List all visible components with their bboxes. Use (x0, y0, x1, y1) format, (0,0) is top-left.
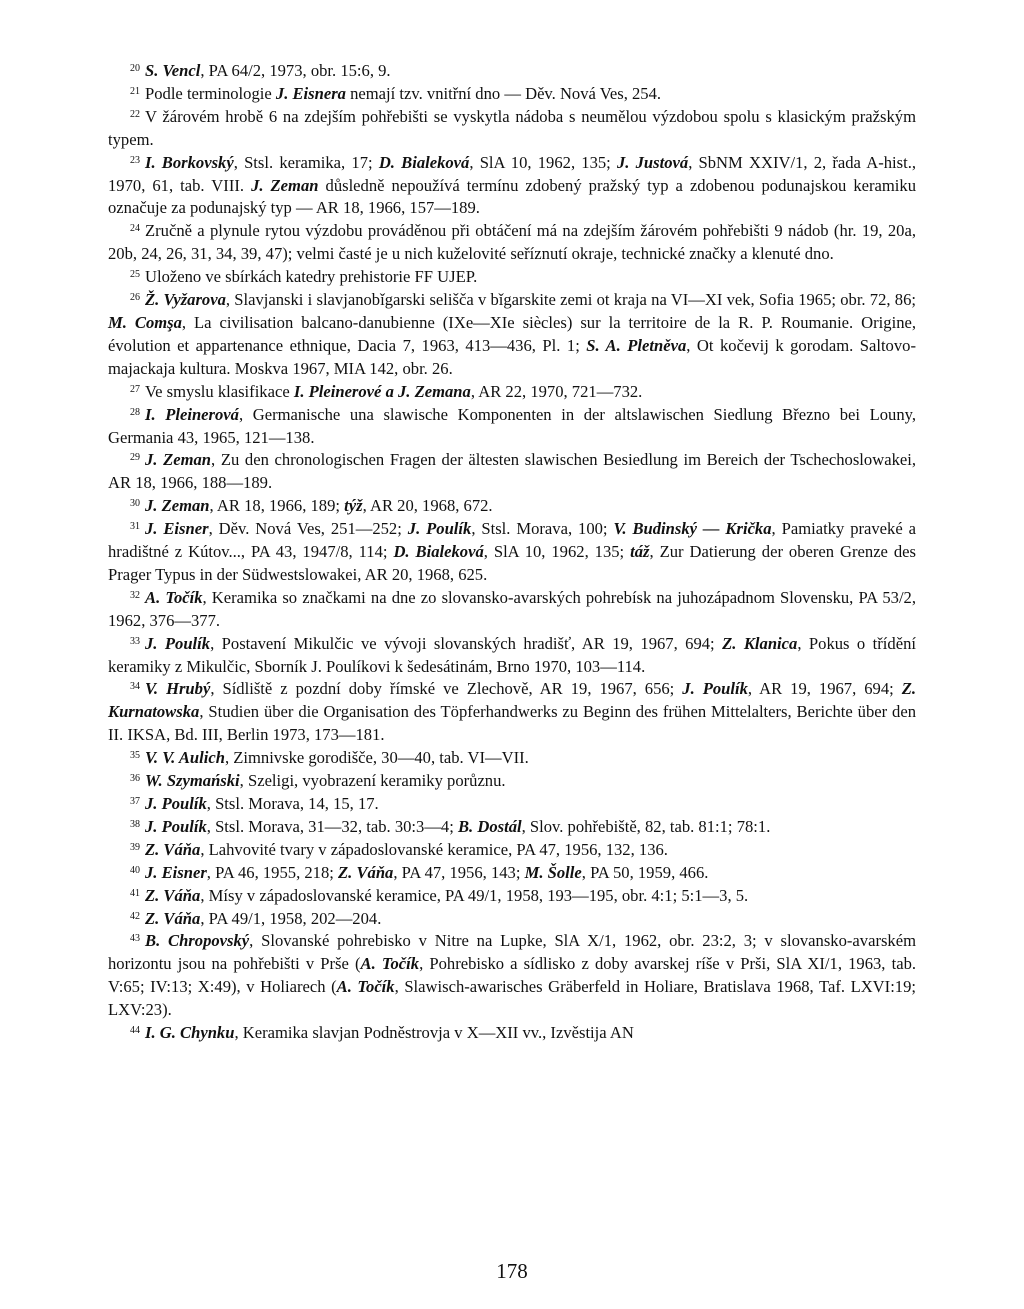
author-name: W. Szymański (145, 771, 240, 791)
author-name: S. Vencl (145, 61, 201, 80)
footnote-number: 38 (130, 818, 140, 830)
footnote-text: , Postavení Mikulčic ve vývoji slovanských hradišť, AR 19, 1967, 694; (210, 633, 723, 653)
footnote-text: , Ot kočevij k gorodam. Saltovo-majackaja kultura. Moskva 1967, MIA 142, obr. 26. (108, 335, 916, 378)
footnote-text: , PA 49/1, 1958, 202—204. (200, 908, 382, 928)
author-name: J. Zeman (145, 496, 210, 516)
author-name: M. Šolle (524, 862, 582, 882)
author-name: Z. Váňa (145, 908, 201, 928)
footnote-text: , Slovanské pohrebisko v Nitre na Lupke, SlA X/1, 1962, obr. 23:2, 3; v slovansko-avarském horizontu jsou na pohřebišti v Prše ( (108, 931, 916, 974)
footnote-text: , PA 64/2, 1973, obr. 15:6, 9. (200, 61, 391, 80)
footnote (108, 839, 916, 862)
footnote-text: , AR 22, 1970, 721—732. (470, 381, 643, 401)
footnote-number: 30 (130, 498, 140, 510)
footnote-number: 20 (130, 63, 140, 74)
author-name: Z. Váňa (338, 862, 394, 882)
footnote-text: , Sídliště z pozdní doby římské ve Zlechově, AR 19, 1967, 656; (210, 679, 683, 699)
footnote (108, 678, 916, 747)
footnote (108, 1022, 916, 1045)
footnote-text: , Děv. Nová Ves, 251—252; (208, 519, 408, 539)
footnote-text: , Pohrebisko a sídlisko z doby avarskej ríše v Prši, SlA XI/1, 1963, tab. V:65; IV:13; X:49), v Holiarech ( (108, 954, 917, 997)
footnote (108, 266, 916, 289)
author-name: I. Pleinerová (145, 404, 239, 424)
footnote-number: 42 (130, 910, 140, 922)
author-name: I. Pleinerové a J. Zemana (293, 381, 471, 401)
author-name: J. Zeman (251, 175, 319, 195)
footnote-text: Zručně a plynule rytou výzdobu prováděnou při obtáčení má na zdejším žárovém pohřebišti 9 nádob (hr. 19, 20a, 20b, 24, 26, 31, 34, 39, 47); velmi časté je u nich kuželovité seříznutí okraje, technické značky a klenuté dno. (108, 221, 916, 264)
author-name: V. Hrubý (145, 679, 211, 699)
footnote-text: , Szeligi, vyobrazení keramiky porůznu. (239, 771, 506, 791)
author-name: A. Točík (145, 587, 203, 607)
author-name: J. Poulík (407, 519, 472, 539)
footnote-text: , Zimnivske gorodišče, 30—40, tab. VI—VII. (224, 748, 529, 768)
footnote-text: , AR 18, 1966, 189; (209, 496, 345, 516)
footnote-text: nemají tzv. vnitřní dno — Děv. Nová Ves, 254. (345, 83, 662, 103)
footnote (108, 106, 916, 152)
author-name: V. Budinský — Krička (613, 519, 772, 539)
footnote-number: 33 (130, 635, 140, 647)
footnote-number: 27 (130, 383, 140, 395)
author-name: J. Poulík (145, 816, 207, 836)
footnote-number: 31 (130, 521, 140, 533)
footnote (108, 518, 916, 587)
author-name: Z. Váňa (145, 839, 201, 859)
footnote-number: 39 (130, 841, 140, 853)
footnote-text: Podle terminologie (145, 83, 276, 103)
footnote-text: , Zur Datierung der oberen Grenze des Prager Typus in der Südwestslowakei, AR 20, 1968, 625. (108, 542, 916, 584)
footnote-number: 43 (130, 933, 140, 945)
footnote-number: 23 (130, 154, 140, 166)
footnote (108, 60, 916, 83)
author-name: M. Comşa (108, 312, 182, 332)
author-name: J. Justová (616, 152, 689, 172)
author-name: A. Točík (336, 977, 395, 997)
footnote (108, 220, 916, 266)
footnote-text: , Stsl. Morava, 100; (471, 519, 614, 539)
footnote-text: , Lahvovité tvary v západoslovanské keramice, PA 47, 1956, 132, 136. (200, 839, 668, 859)
author-name: J. Eisner (145, 519, 209, 539)
footnote-text: , SbNM XXIV/1, 2, řada A-hist., 1970, 61, tab. VIII. (108, 152, 916, 195)
author-name: A. Točík (360, 954, 420, 974)
author-name: týž (344, 496, 363, 516)
author-name: B. Chropovský (145, 931, 250, 951)
footnote-number: 34 (130, 681, 140, 693)
footnote-text: , Slavjanski i slavjanobǐgarski selišča v bǐgarskite zemi ot kraja na VI—XI vek, Sofia 1965; obr. 72, 86; (225, 290, 916, 310)
author-name: I. Borkovský (145, 152, 234, 172)
footnote-text: , Pokus o třídění keramiky z Mikulčic, Sborník J. Poulíkovi k šedesátinám, Brno 1970, 103—114. (108, 633, 916, 676)
footnote-text: , Slov. pohřebiště, 82, tab. 81:1; 78:1. (521, 816, 771, 836)
footnote-text: , Stsl. keramika, 17; (233, 152, 379, 172)
footnote-text: , AR 20, 1968, 672. (362, 496, 493, 516)
author-name: D. Bialeková (393, 542, 484, 562)
author-name: J. Eisner (145, 862, 207, 882)
footnote-number: 41 (130, 887, 140, 899)
author-name: I. G. Chynku (145, 1023, 235, 1043)
footnote (108, 862, 916, 885)
footnote (108, 587, 916, 633)
footnote-text: , Keramika slavjan Podněstrovja v X—XII vv., Izvěstija AN (234, 1023, 634, 1043)
footnote-text: V žárovém hrobě 6 na zdejším pohřebišti se vyskytla nádoba s neumělou výzdobou spolu s klasickým pražským typem. (108, 106, 916, 149)
footnotes-list (108, 60, 916, 1045)
footnote-number: 28 (130, 406, 140, 418)
footnote-text: , La civilisation balcano-danubienne (IXe—XIe siècles) sur la territoire de la R. P. Roumanie. Origine, évolution et appartenance ethnique, Dacia 7, 1963, 413—436, Pl. 1; (108, 312, 916, 355)
footnote-number: 44 (130, 1025, 140, 1037)
footnote-number: 36 (130, 773, 140, 785)
footnote-text: , PA 47, 1956, 143; (393, 862, 525, 882)
footnote-text: , Mísy v západoslovanské keramice, PA 49/1, 1958, 193—195, obr. 4:1; 5:1—3, 5. (200, 885, 749, 905)
footnote (108, 152, 916, 221)
author-name: Z. Kurnatowska (108, 679, 917, 722)
author-name: J. Poulík (145, 794, 207, 813)
footnote-number: 24 (130, 223, 140, 235)
footnote-text: , Stsl. Morava, 31—32, tab. 30:3—4; (206, 816, 458, 836)
footnote-text: Uloženo ve sbírkách katedry prehistorie FF UJEP. (145, 267, 478, 287)
footnote-text: , Slawisch-awarisches Gräberfeld in Holiare, Bratislava 1968, Taf. LXVI:19; LXV:23). (108, 977, 917, 1020)
footnote (108, 289, 916, 381)
footnote (108, 908, 916, 931)
footnote-text: , Studien über die Organisation des Töpferhandwerks zu Beginn des frühen Mittelalters, Berichte über den II. IKSA, Bd. III, Berlin 1973, 173—181. (108, 702, 916, 745)
footnote-text: , Stsl. Morava, 14, 15, 17. (206, 794, 379, 813)
footnote (108, 930, 916, 1022)
footnote-number: 37 (130, 796, 140, 807)
page-number: 178 (496, 1259, 528, 1283)
footnote-text: , SlA 10, 1962, 135; (469, 152, 617, 172)
author-name: B. Dostál (457, 816, 522, 836)
footnote-number: 29 (130, 452, 140, 464)
author-name: Ž. Vyžarova (145, 290, 226, 310)
footnote (108, 793, 916, 816)
footnote-text: Ve smyslu klasifikace (145, 381, 294, 401)
footnote (108, 381, 916, 404)
footnote (108, 83, 916, 106)
footnote (108, 495, 916, 518)
footnote (108, 747, 916, 770)
footnote-text: , Keramika so značkami na dne zo slovansko-avarských pohrebísk na juhozápadnom Slovensku, PA 53/2, 1962, 376—377. (108, 587, 916, 630)
footnote-text: , PA 50, 1959, 466. (581, 862, 709, 882)
footnote-number: 40 (130, 864, 140, 876)
footnote-text: důsledně nepoužívá termínu zdobený pražský typ a zdobenou podunajskou keramiku označuje za podunajský typ — AR 18, 1966, 157—189. (108, 175, 916, 218)
footnote-text: , Zu den chronologischen Fragen der ältesten slawischen Besiedlung im Bereich der Tschechoslowakei, AR 18, 1966, 188—189. (108, 450, 916, 493)
author-name: J. Zeman (145, 450, 212, 470)
author-name: S. A. Pletněva (586, 335, 687, 355)
author-name: Z. Klanica (722, 633, 798, 653)
footnote (108, 770, 916, 793)
author-name: J. Eisnera (275, 83, 346, 103)
author-name: J. Poulík (682, 679, 748, 699)
author-name: táž (630, 542, 650, 562)
footnote-text: , Germanische una slawische Komponenten in der altslawischen Siedlung Březno bei Louny, Germania 43, 1965, 121—138. (108, 404, 916, 447)
author-name: J. Poulík (145, 633, 211, 653)
footnote-text: , AR 19, 1967, 694; (747, 679, 902, 699)
footnote-text: , PA 46, 1955, 218; (206, 862, 339, 882)
footnote-number: 32 (130, 589, 140, 601)
footnote (108, 449, 916, 495)
footnote-number: 25 (130, 269, 140, 281)
footnote-number: 35 (130, 750, 140, 762)
footnote-number: 22 (130, 108, 140, 120)
author-name: D. Bialeková (378, 152, 470, 172)
author-name: V. V. Aulich (145, 748, 225, 768)
footnote-text: , SlA 10, 1962, 135; (483, 542, 631, 562)
footnote (108, 633, 916, 679)
footnote-number: 21 (130, 85, 140, 97)
footnote (108, 404, 916, 450)
footnote-number: 26 (130, 292, 140, 304)
footnote (108, 885, 916, 908)
footnote-text: , Pamiatky praveké a hradištné z Kútov..., PA 43, 1947/8, 114; (108, 519, 916, 562)
footnote (108, 816, 916, 839)
author-name: Z. Váňa (145, 885, 201, 905)
